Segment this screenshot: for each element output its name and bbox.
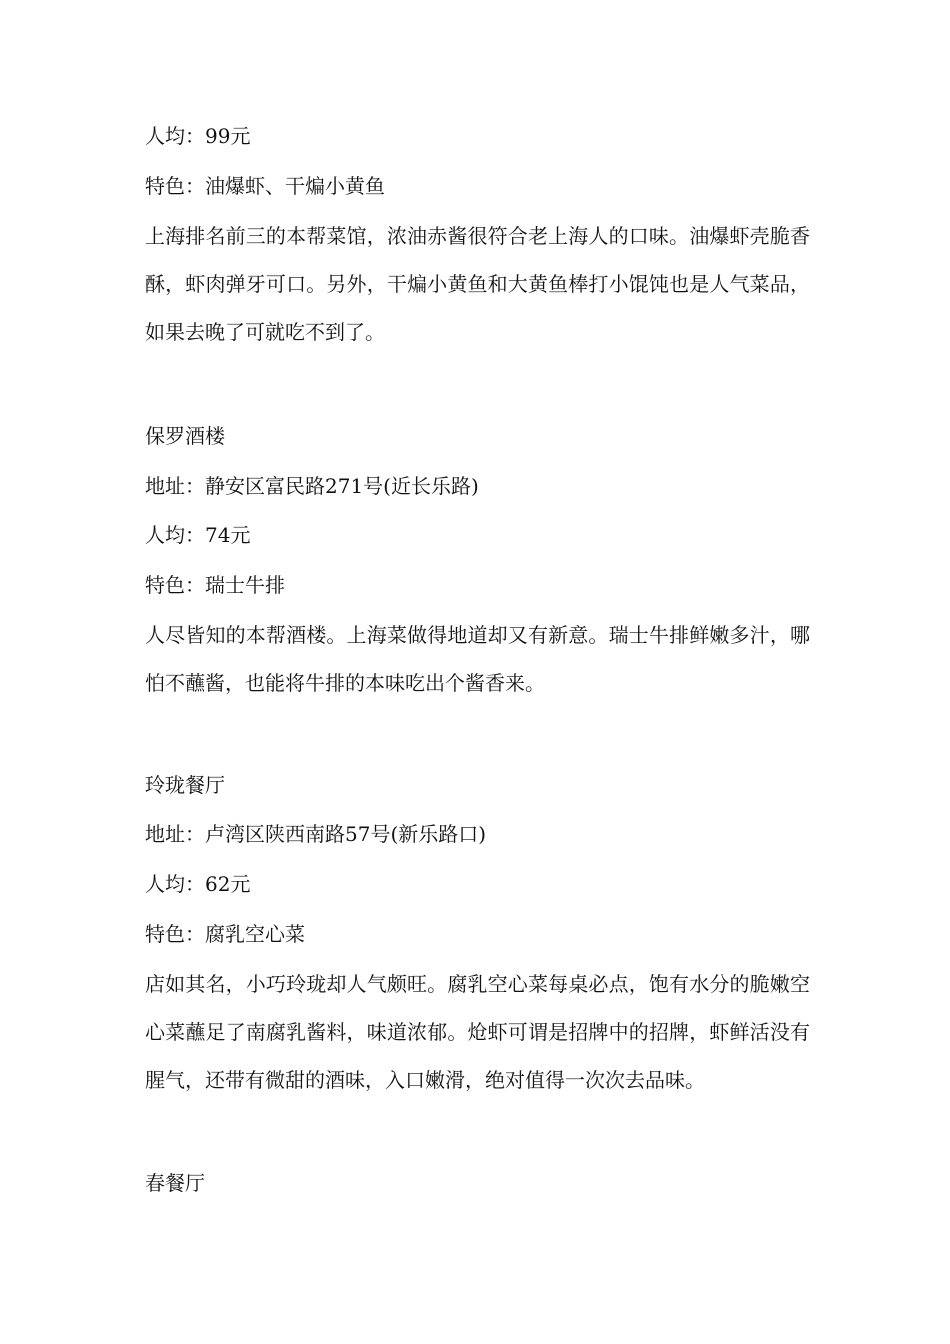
description-2: 人尽皆知的本帮酒楼。上海菜做得地道却又有新意。瑞士牛排鲜嫩多汁，哪怕不蘸酱，也能将牛排的本味吃出个酱香来。: [145, 623, 810, 695]
restaurant-name-4: 春餐厅: [145, 1171, 205, 1195]
feature-line-1: 特色：油爆虾、干煸小黄鱼: [145, 174, 385, 198]
price-line-1: 人均：99元: [145, 124, 251, 148]
feature-line-2: 特色：瑞士牛排: [145, 573, 285, 597]
restaurant-name-3: 玲珑餐厅: [145, 773, 225, 797]
address-line-2: 地址：静安区富民路271号(近长乐路): [145, 474, 479, 498]
restaurant-name-2: 保罗酒楼: [145, 424, 225, 448]
price-line-3: 人均：62元: [145, 872, 251, 896]
feature-line-3: 特色：腐乳空心菜: [145, 922, 305, 946]
description-3: 店如其名，小巧玲珑却人气颇旺。腐乳空心菜每桌必点，饱有水分的脆嫩空心菜蘸足了南腐乳酱料，味道浓郁。炝虾可谓是招牌中的招牌，虾鲜活没有腥气，还带有微甜的酒味，入口嫩滑，绝对值得一次次去品味。: [145, 972, 810, 1092]
address-line-3: 地址：卢湾区陕西南路57号(新乐路口): [145, 822, 487, 846]
description-1: 上海排名前三的本帮菜馆，浓油赤酱很符合老上海人的口味。油爆虾壳脆香酥，虾肉弹牙可口。另外，干煸小黄鱼和大黄鱼棒打小馄饨也是人气菜品，如果去晚了可就吃不到了。: [145, 224, 810, 344]
price-line-2: 人均：74元: [145, 523, 251, 547]
